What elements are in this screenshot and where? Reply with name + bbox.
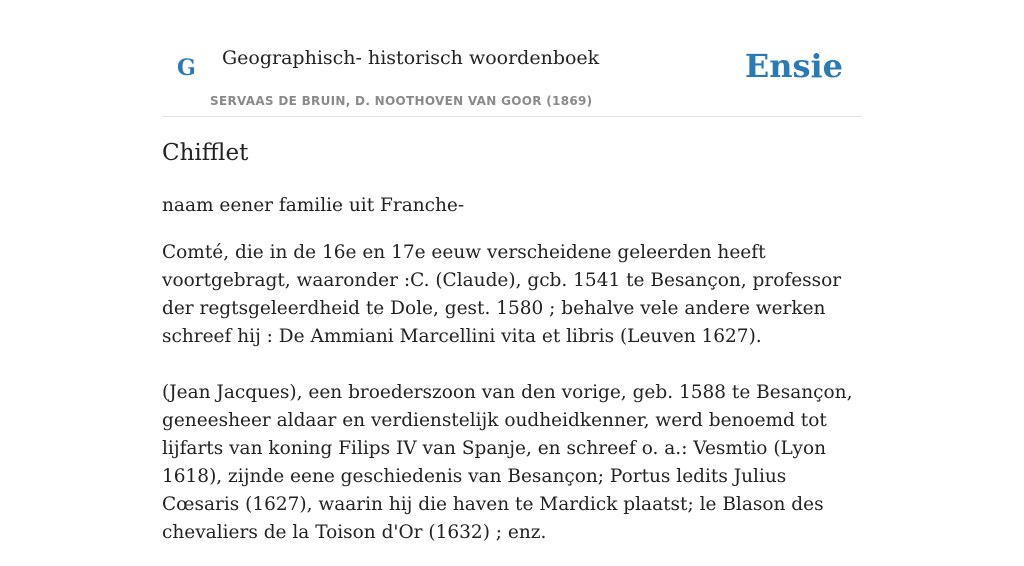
page xyxy=(162,0,862,543)
dictionary-icon[interactable]: G xyxy=(177,55,196,81)
entry-paragraph: Comté, die in de 16e en 17e eeuw verscheidene geleerden heeft voortgebragt, waaronder :C. (Claude), gcb. 1541 te Besançon, professor der regtsgeleerdheid te Dole, gest. 1580 ; behalve vele andere werken schreef hij : De Ammiani Marcellini vita et libris (Leuven 1627). xyxy=(162,242,842,347)
dictionary-header xyxy=(162,0,862,117)
entry-paragraph: (Jean Jacques), een broederszoon van den vorige, geb. 1588 te Besançon, geneesheer aldaar en verdienstelijk oudheidkenner, werd benoemd tot lijfarts van koning Filips IV van Spanje, en schreef o. a.: Vesmtio (Lyon 1618), zijnde eene geschiedenis van Besançon; Portus ledits Julius Cœsaris (1627), waarin hij die haven te Mardick plaatst; le Blason des chevaliers de la Toison d'Or (1632) ; enz. xyxy=(162,382,853,543)
entry-title: Chifflet xyxy=(162,140,249,166)
entry-content xyxy=(162,192,862,566)
dictionary-authors: SERVAAS DE BRUIN, D. NOOTHOVEN VAN GOOR (1869) xyxy=(210,94,593,108)
dictionary-title[interactable]: Geographisch- historisch woordenboek xyxy=(222,47,600,69)
entry-paragraph: naam eener familie uit Franche- xyxy=(162,195,465,216)
brand-logo[interactable]: Ensie xyxy=(744,47,843,85)
